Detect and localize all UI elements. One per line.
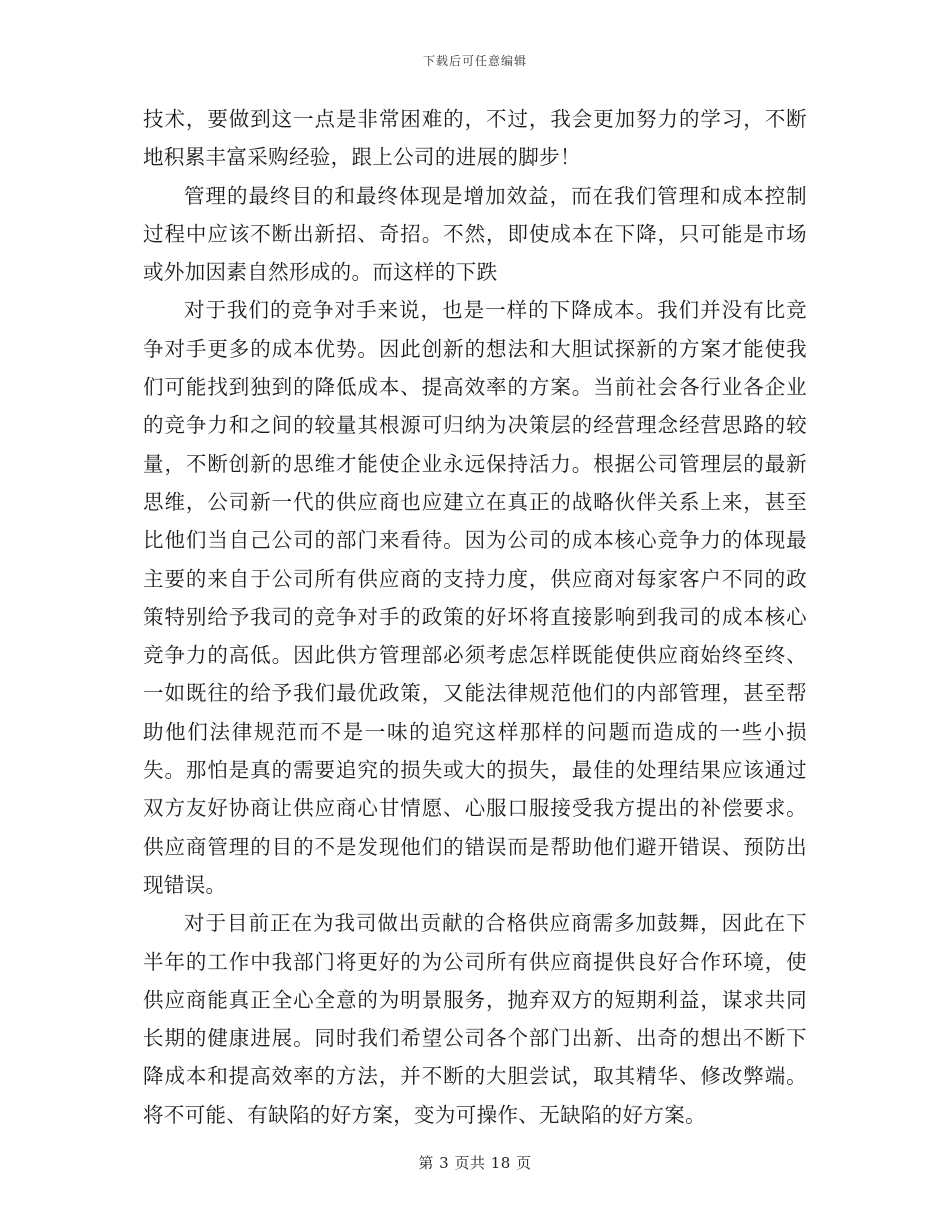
paragraph-supplier-encouragement: 对于目前正在为我司做出贡献的合格供应商需多加鼓舞，因此在下半年的工作中我部门将更好的为公司所有供应商提供良好合作环境，使供应商能真正全心全意的为明景服务，抛弃双方的短期利益，谋求共同长期的健康进展。同时我们希望公司各个部门出新、出奇的想出不断下降成本和提高效率的方法，并不断的大胆尝试，取其精华、修改弊端。将不可能、有缺陷的好方案，变为可操作、无缺陷的好方案。 — [143, 911, 807, 1127]
page-header: 下载后可任意编辑 — [422, 54, 527, 68]
document-body — [143, 100, 807, 1134]
paragraph-competition: 对于我们的竞争对手来说，也是一样的下降成本。我们并没有比竞争对手更多的成本优势。因此创新的想法和大胆试探新的方案才能使我们可能找到独到的降低成本、提高效率的方案。当前社会各行业各企业的竞争力和之间的较量其根源可归纳为决策层的经营理念经营思路的较量，不断创新的思维才能使企业永远保持活力。根据公司管理层的最新思维，公司新一代的供应商也应建立在真正的战略伙伴关系上来，甚至比他们当自己公司的部门来看待。因为公司的成本核心竞争力的体现最主要的来自于公司所有供应商的支持力度，供应商对每家客户不同的政策特别给予我司的竞争对手的政策的好坏将直接影响到我司的成本核心竞争力的高低。因此供方管理部必须考虑怎样既能使供应商始终至终、一如既往的给予我们最优政策，又能法律规范他们的内部管理，甚至帮助他们法律规范而不是一味的追究这样那样的问题而造成的一些小损失。那怕是真的需要追究的损失或大的损失，最佳的处理结果应该通过双方友好协商让供应商心甘情愿、心服口服接受我方提出的补偿要求。供应商管理的目的不是发现他们的错误而是帮助他们避开错误、预防出现错误。 — [143, 298, 807, 897]
paragraph-management-goal: 管理的最终目的和最终体现是增加效益，而在我们管理和成本控制过程中应该不断出新招、奇招。不然，即使成本在下降，只可能是市场或外加因素自然形成的。而这样的下跌 — [143, 183, 807, 285]
page-number: 第 3 页共 18 页 — [418, 1154, 532, 1172]
paragraph-continuation: 技术，要做到这一点是非常困难的，不过，我会更加努力的学习，不断地积累丰富采购经验，跟上公司的进展的脚步！ — [143, 107, 807, 170]
